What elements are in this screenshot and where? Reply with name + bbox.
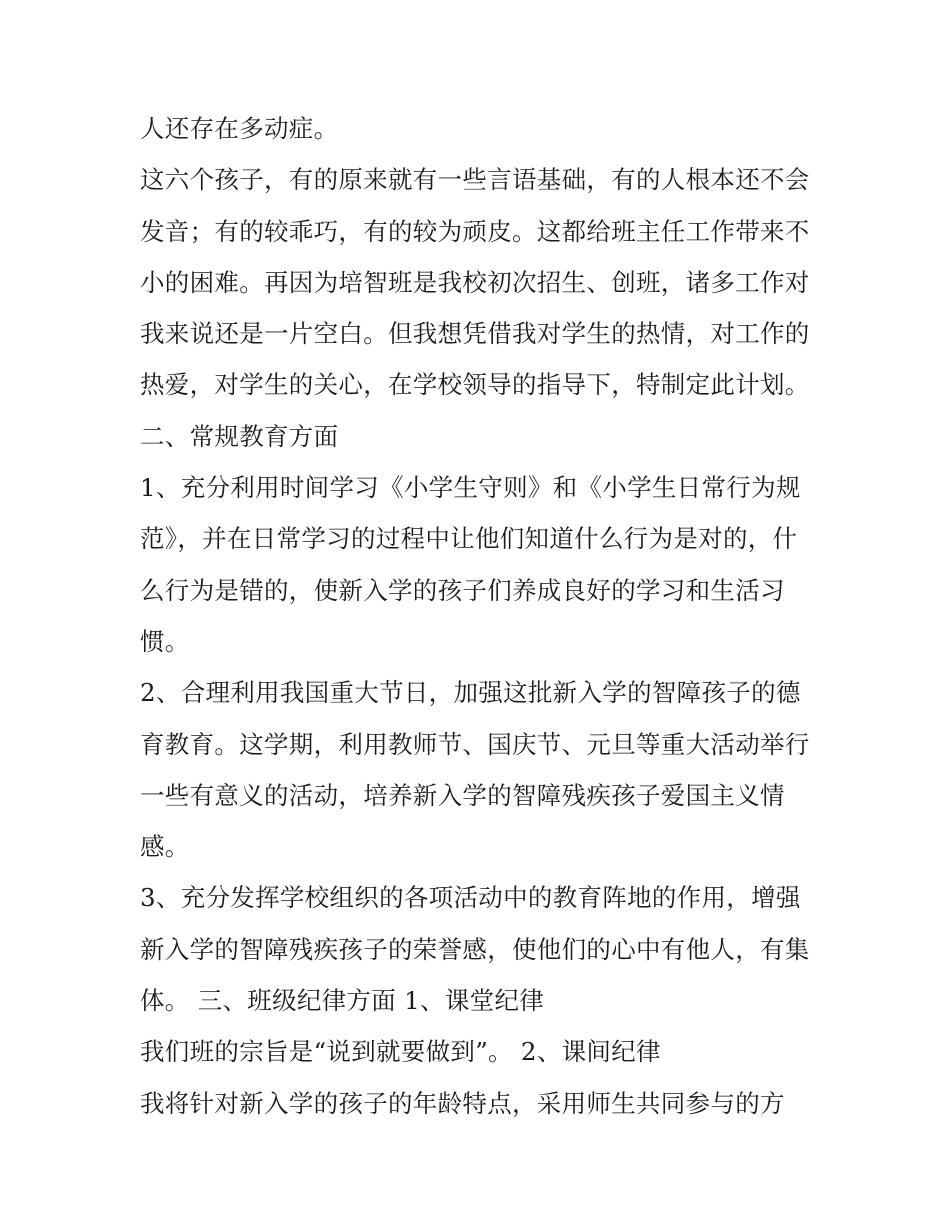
text-line: 2、合理利用我国重大节日，加强这批新入学的智障孩子的德 (140, 678, 801, 708)
text-line: 一些有意义的活动，培养新入学的智障残疾孩子爱国主义情 (140, 780, 785, 810)
text-line: 1、充分利用时间学习《小学生守则》和《小学生日常行为规 (140, 473, 801, 503)
document-body (140, 103, 820, 1129)
text-line: 么行为是错的，使新入学的孩子们养成良好的学习和生活习 (140, 575, 785, 605)
text-line: 人还存在多动症。 (140, 114, 339, 143)
text-line: 小的困难。再因为培智班是我校初次招生、创班，诸多工作对 (140, 267, 810, 297)
text-line: 新入学的智障残疾孩子的荣誉感，使他们的心中有他人，有集 (140, 934, 810, 964)
text-line: 感。 (140, 832, 190, 862)
text-line: 育教育。这学期，利用教师节、国庆节、元旦等重大活动举行 (140, 729, 810, 759)
text-line: 3、充分发挥学校组织的各项活动中的教育阵地的作用，增强 (140, 883, 801, 913)
text-line: 发音；有的较乖巧，有的较为顽皮。这都给班主任工作带来不 (140, 216, 810, 246)
text-line: 范》，并在日常学习的过程中让他们知道什么行为是对的，什 (140, 524, 798, 554)
section-heading: 二、常规教育方面 (140, 421, 339, 451)
text-line: 体。 三、班级纪律方面 1、课堂纪律 (140, 986, 545, 1016)
text-line: 我来说还是一片空白。但我想凭借我对学生的热情，对工作的 (140, 319, 810, 349)
text-line: 热爱，对学生的关心，在学校领导的指导下，特制定此计划。 (140, 370, 810, 400)
text-line: 我们班的宗旨是“说到就要做到”。 2、课间纪律 (140, 1037, 661, 1067)
text-line: 我将针对新入学的孩子的年龄特点，采用师生共同参与的方 (140, 1088, 785, 1118)
text-line: 惯。 (140, 626, 190, 656)
text-line: 这六个孩子，有的原来就有一些言语基础，有的人根本还不会 (140, 165, 810, 195)
